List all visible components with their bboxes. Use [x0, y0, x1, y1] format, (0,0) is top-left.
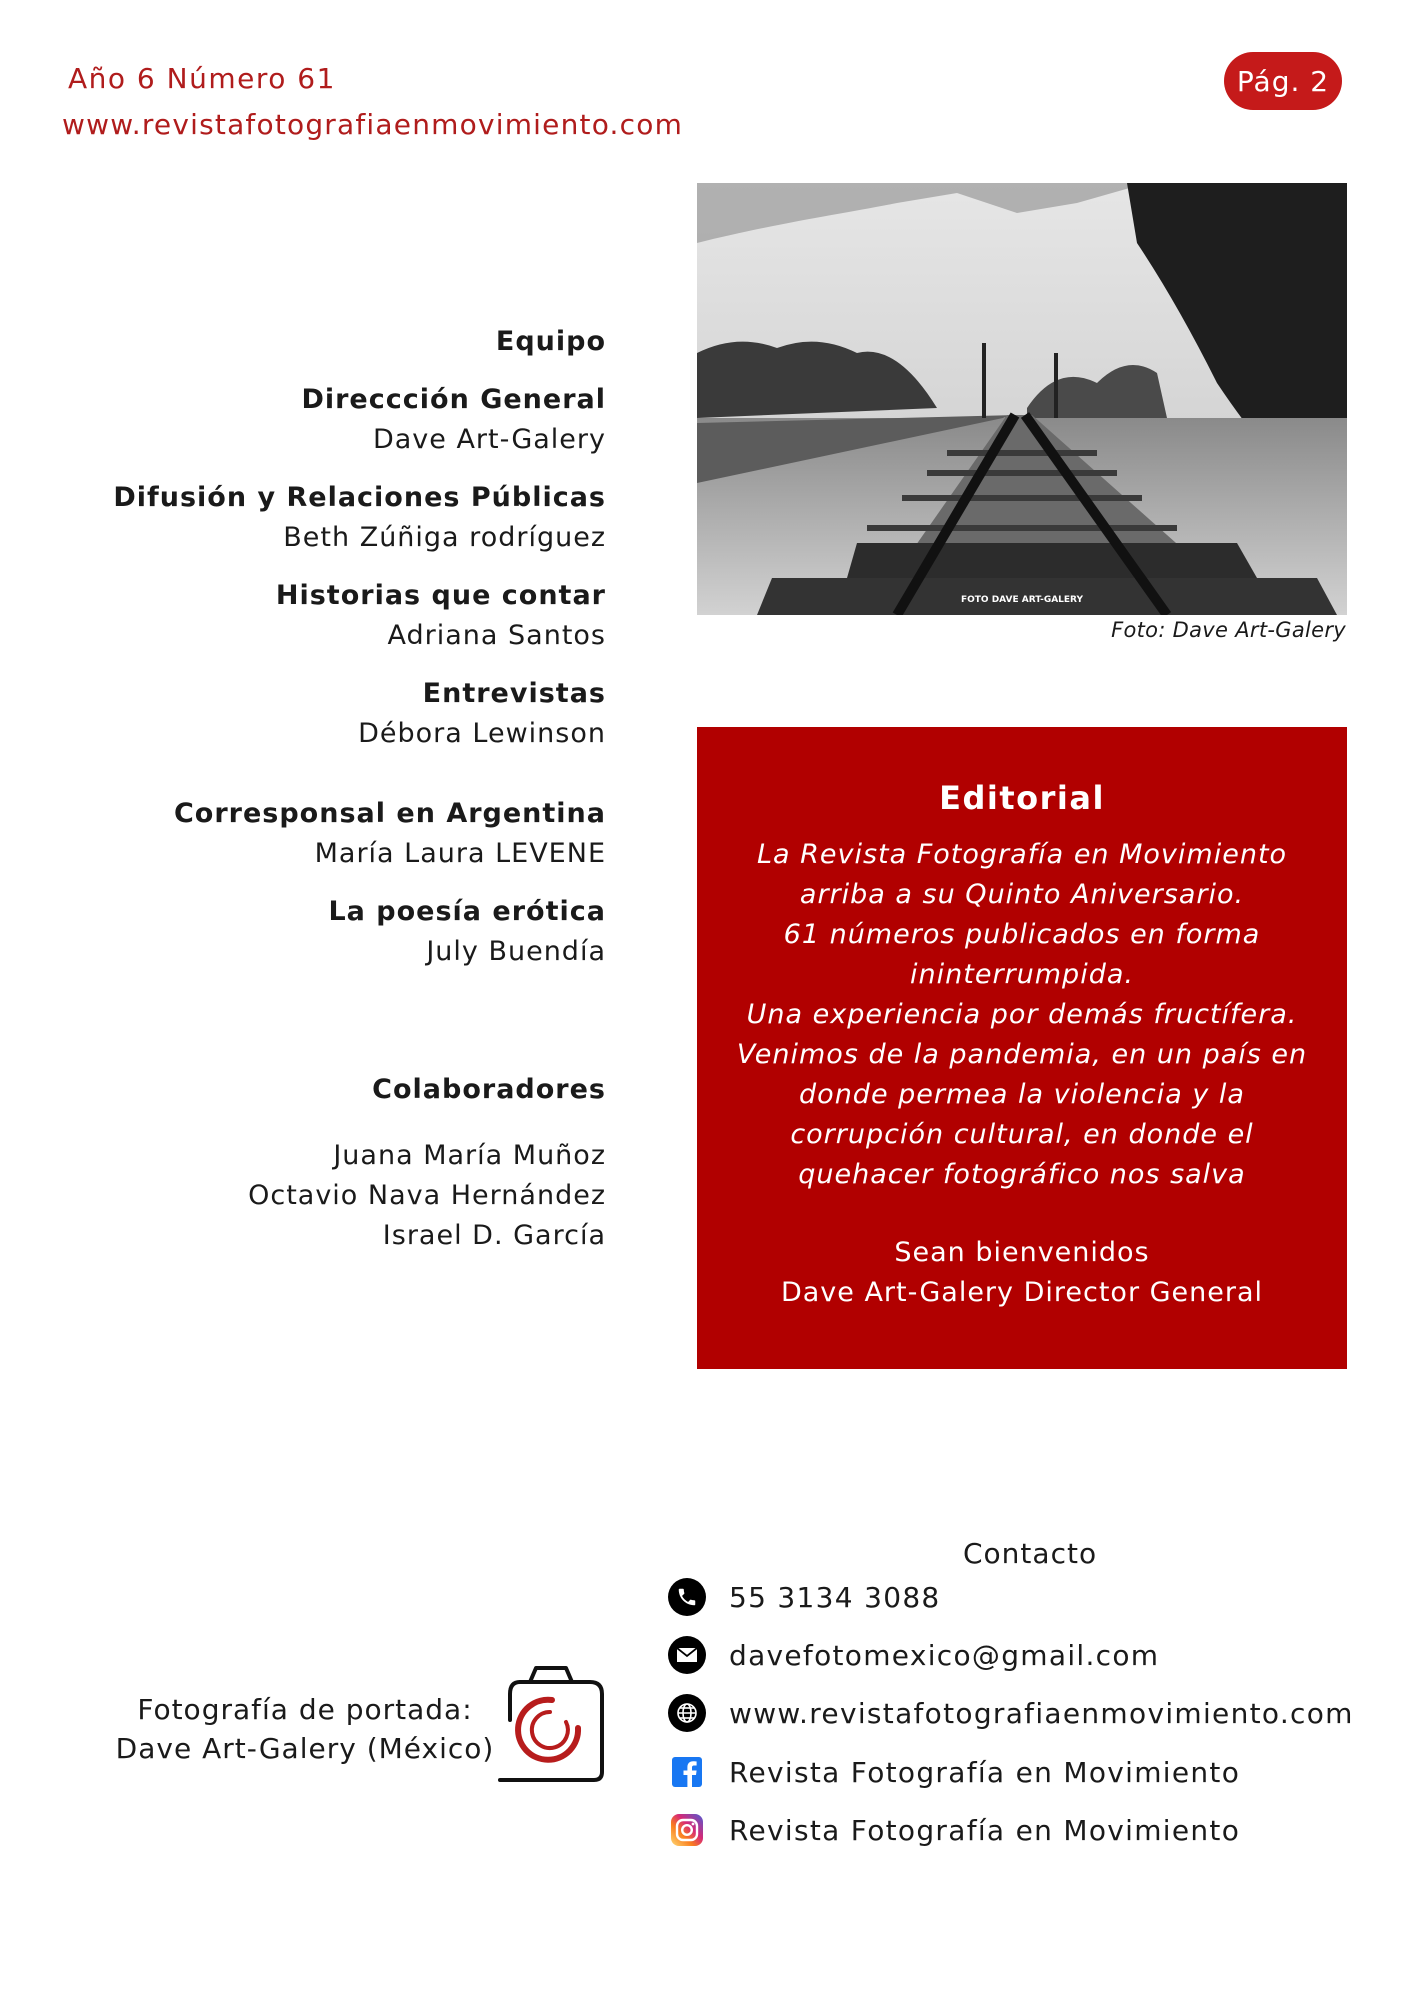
editorial-line: 61 números publicados en forma: [783, 919, 1261, 950]
person-general-direction: Dave Art-Galery: [372, 424, 606, 455]
facebook-icon: [668, 1753, 706, 1791]
role-argentina-correspondent: Corresponsal en Argentina: [173, 798, 606, 829]
website-address: www.revistafotografiaenmovimiento.com: [729, 1696, 1354, 1730]
role-interviews: Entrevistas: [422, 678, 606, 709]
photo-credit: Foto: Dave Art-Galery: [1111, 618, 1346, 642]
instagram-page: Revista Fotografía en Movimiento: [729, 1813, 1241, 1847]
contact-email[interactable]: [668, 1635, 1159, 1675]
email-icon: [668, 1636, 706, 1674]
contact-title: Contacto: [963, 1537, 1098, 1570]
collaborator-name: Juana María Muñoz: [333, 1140, 606, 1171]
role-stories: Historias que contar: [275, 580, 606, 611]
editorial-title: Editorial: [939, 779, 1105, 817]
phone-number: 55 3134 3088: [729, 1580, 941, 1614]
globe-icon: [668, 1694, 706, 1732]
issue-number: Año 6 Número 61: [68, 62, 336, 95]
person-erotic-poetry: July Buendía: [426, 936, 606, 967]
magazine-logo: [490, 1660, 610, 1794]
editorial-line: Venimos de la pandemia, en un país en: [736, 1039, 1308, 1070]
person-interviews: Débora Lewinson: [358, 718, 606, 749]
photo-watermark: FOTO DAVE ART-GALERY: [960, 595, 1084, 605]
role-erotic-poetry: La poesía erótica: [328, 896, 606, 927]
facebook-page: Revista Fotografía en Movimiento: [729, 1755, 1241, 1789]
page-number-label: Pág. 2: [1236, 64, 1330, 98]
contact-website[interactable]: [668, 1693, 1354, 1733]
instagram-icon: [668, 1811, 706, 1849]
editorial-line: La Revista Fotografía en Movimiento: [756, 839, 1288, 870]
editorial-line: Una experiencia por demás fructífera.: [746, 999, 1298, 1030]
person-argentina-correspondent: María Laura LEVENE: [314, 838, 606, 869]
email-address: davefotomexico@gmail.com: [729, 1638, 1160, 1672]
role-general-direction: Direccción General: [301, 384, 606, 415]
team-title: Equipo: [495, 326, 606, 357]
editorial-line: arriba a su Quinto Aniversario.: [799, 879, 1245, 910]
contact-phone[interactable]: [668, 1577, 941, 1617]
editorial-box: [697, 727, 1347, 1369]
person-stories: Adriana Santos: [387, 620, 606, 651]
collaborator-name: Octavio Nava Hernández: [248, 1180, 606, 1211]
editorial-line: ininterrumpida.: [910, 959, 1134, 990]
railway-photo-drawing: [697, 183, 1347, 615]
collaborator-name: Israel D. García: [382, 1220, 606, 1251]
contact-instagram[interactable]: [668, 1810, 1240, 1850]
phone-icon: [668, 1578, 706, 1616]
cover-credit-label: Fotografía de portada:: [137, 1693, 473, 1726]
editorial-line: corrupción cultural, en donde el: [790, 1119, 1254, 1150]
team-credits: [46, 322, 606, 1256]
editorial-line: donde permea la violencia y la: [799, 1079, 1245, 1110]
railway-photo: [697, 183, 1347, 615]
editorial-greeting: Sean bienvenidos: [894, 1237, 1150, 1268]
editorial-signature: Dave Art-Galery Director General: [780, 1277, 1264, 1308]
contact-facebook[interactable]: [668, 1752, 1240, 1792]
collaborators-title: Colaboradores: [372, 1074, 606, 1105]
page-number-badge: [1224, 52, 1342, 110]
camera-logo-icon: [490, 1660, 610, 1790]
role-public-relations: Difusión y Relaciones Públicas: [113, 482, 606, 513]
cover-credit: [110, 1690, 500, 1768]
person-public-relations: Beth Zúñiga rodríguez: [283, 522, 606, 553]
cover-credit-author: Dave Art-Galery (México): [115, 1732, 495, 1765]
editorial-line: quehacer fotográfico nos salva: [798, 1159, 1246, 1190]
magazine-url[interactable]: www.revistafotografiaenmovimiento.com: [62, 108, 684, 141]
